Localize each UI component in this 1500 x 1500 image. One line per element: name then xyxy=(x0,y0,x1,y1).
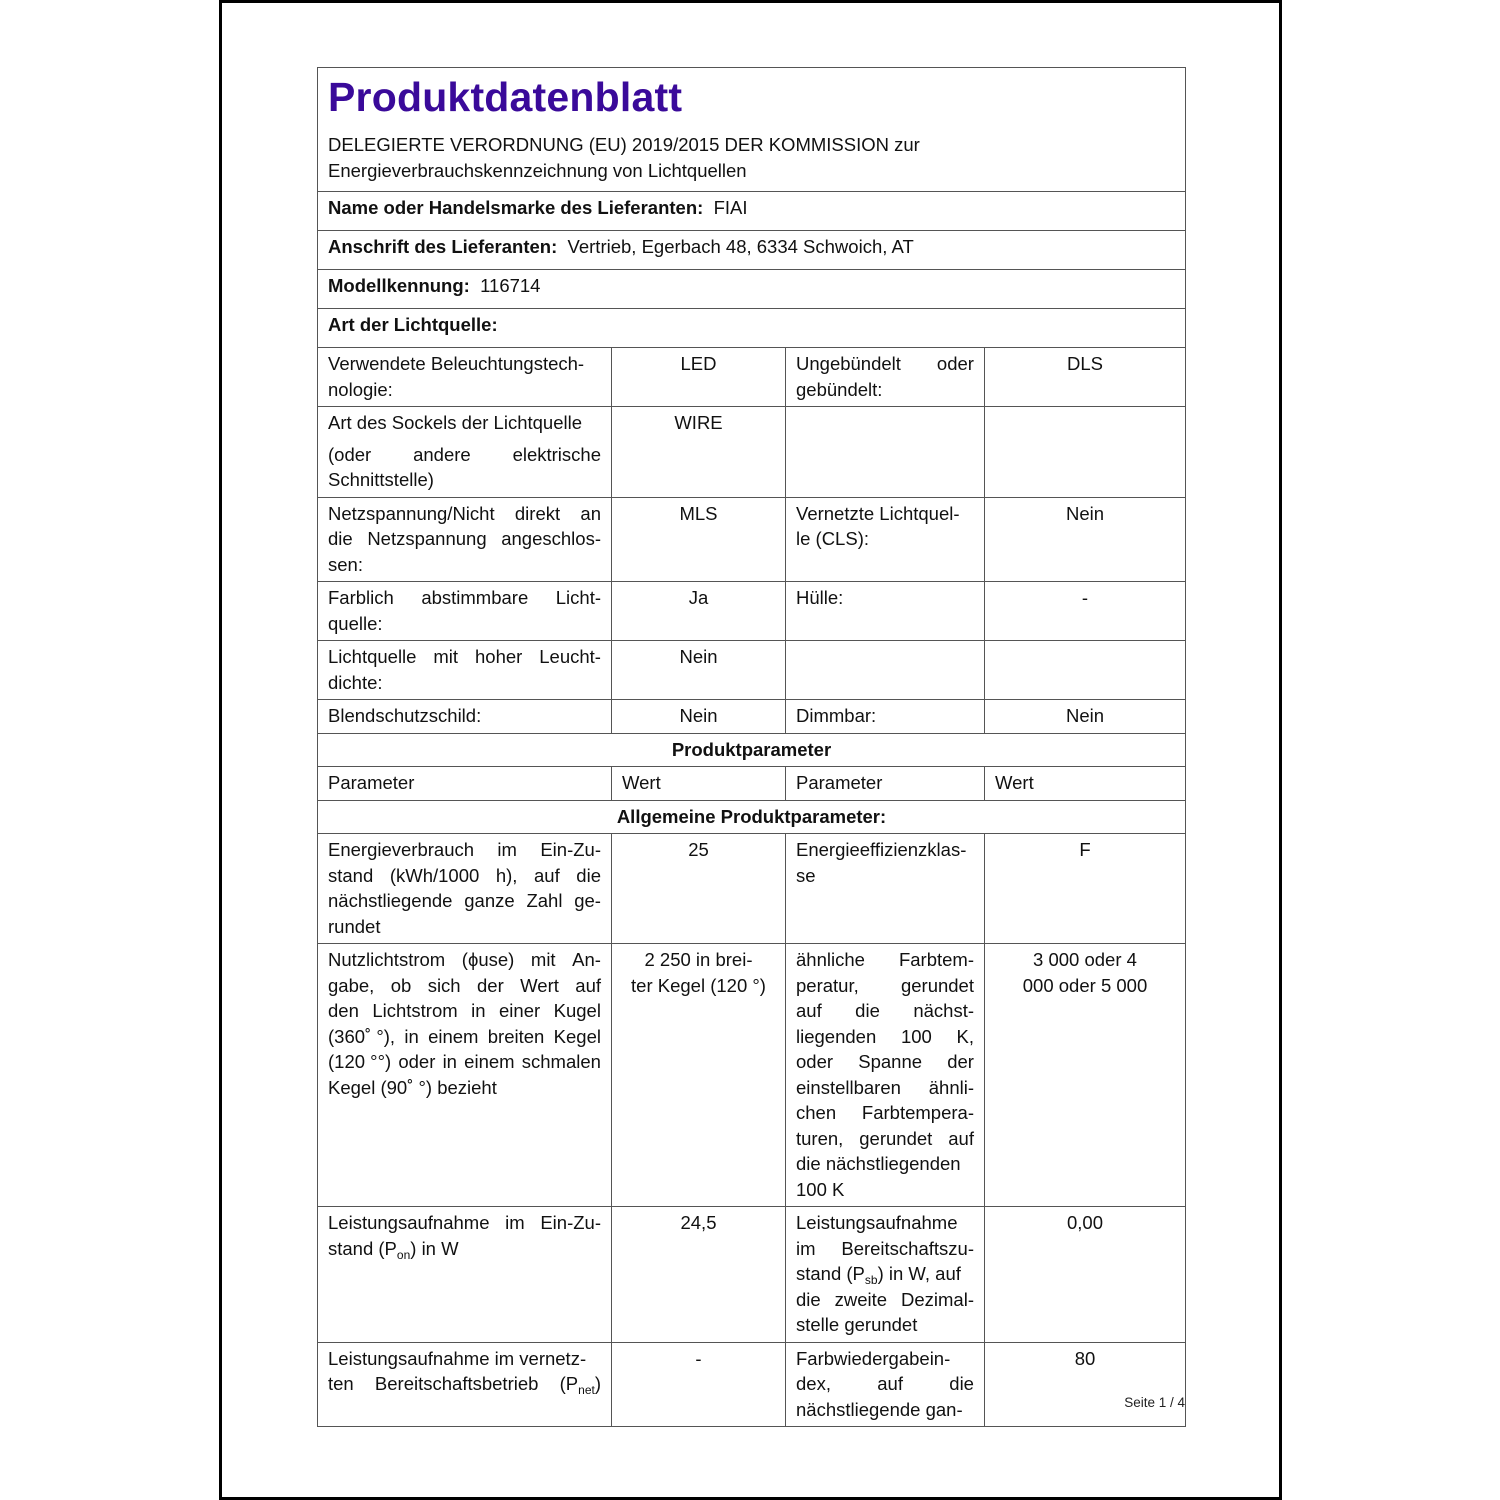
param-value: Nein xyxy=(985,700,1186,734)
supplier-address-label: Anschrift des Lieferanten: xyxy=(328,236,558,257)
model-id-row xyxy=(318,270,1186,309)
param-label: Farblich abstimmbare Licht- quelle: xyxy=(318,582,612,641)
supplier-name-row xyxy=(318,192,1186,231)
param-value: 80 xyxy=(985,1342,1186,1427)
supplier-address-row xyxy=(318,231,1186,270)
table-row xyxy=(318,944,1186,1207)
document-title: Produktdatenblatt xyxy=(328,74,683,120)
table-row xyxy=(318,834,1186,944)
param-value-empty xyxy=(985,407,1186,498)
supplier-address-value: Vertrieb, Egerbach 48, 6334 Schwoich, AT xyxy=(567,236,914,257)
param-label: Verwendete Beleuchtungstech- nologie: xyxy=(318,348,612,407)
page-number: Seite 1 / 4 xyxy=(1124,1395,1185,1410)
param-label: Hülle: xyxy=(786,582,985,641)
table-row xyxy=(318,1207,1186,1343)
param-value: 24,5 xyxy=(612,1207,786,1343)
param-label: ähnliche Farbtem- peratur, gerundet auf die nächst- liegenden 100 K, oder Spanne der einstellbaren ähnli- chen Farbtempera- turen, gerundet auf die nächstliegenden 100 K xyxy=(786,944,985,1207)
table-row xyxy=(318,407,1186,498)
param-value: WIRE xyxy=(612,407,786,498)
param-value: - xyxy=(985,582,1186,641)
param-label: Netzspannung/Nicht direkt an die Netzspannung angeschlos- sen: xyxy=(318,497,612,582)
param-label: Farbwiedergabein- dex, auf die nächstliegende gan- xyxy=(786,1342,985,1427)
param-label-empty xyxy=(786,641,985,700)
model-id-value: 116714 xyxy=(480,275,541,296)
param-label: Energieverbrauch im Ein-Zu- stand (kWh/1000 h), auf die nächstliegende ganze Zahl ge- rundet xyxy=(318,834,612,944)
param-value: LED xyxy=(612,348,786,407)
light-source-type-heading: Art der Lichtquelle: xyxy=(318,309,1186,348)
table-row xyxy=(318,497,1186,582)
param-value: Ja xyxy=(612,582,786,641)
supplier-name-label: Name oder Handelsmarke des Lieferanten: xyxy=(328,197,704,218)
column-header: Parameter xyxy=(786,767,985,801)
table-row xyxy=(318,582,1186,641)
section-heading-general-parameters: Allgemeine Produktparameter: xyxy=(318,800,1186,834)
param-value: 25 xyxy=(612,834,786,944)
param-value: F xyxy=(985,834,1186,944)
param-label: Art des Sockels der Lichtquelle (oder andere elektrische Schnittstelle) xyxy=(318,407,612,498)
data-table xyxy=(317,67,1186,1427)
param-label: Leistungsaufnahme im Ein-Zu- stand $(P_{on})$ in W xyxy=(318,1207,612,1343)
param-value: MLS xyxy=(612,497,786,582)
param-label: Blendschutzschild: xyxy=(318,700,612,734)
param-label-empty xyxy=(786,407,985,498)
model-id-label: Modellkennung: xyxy=(328,275,470,296)
param-value: Nein xyxy=(612,641,786,700)
table-row xyxy=(318,641,1186,700)
param-value: 0,00 xyxy=(985,1207,1186,1343)
param-value: - xyxy=(612,1342,786,1427)
param-value: 2 250 in brei- ter Kegel (120 °) xyxy=(612,944,786,1207)
supplier-name-value: FIAI xyxy=(713,197,748,218)
param-value: Nein xyxy=(985,497,1186,582)
column-header: Wert xyxy=(985,767,1186,801)
param-label: Vernetzte Lichtquel- le (CLS): xyxy=(786,497,985,582)
table-row xyxy=(318,348,1186,407)
table-row xyxy=(318,1342,1186,1427)
header-cell xyxy=(318,68,1186,192)
param-label: Leistungsaufnahme im Bereitschaftszu- stand $(P_{sb})$ in W, auf die zweite Dezimal- stelle gerundet xyxy=(786,1207,985,1343)
param-value: Nein xyxy=(612,700,786,734)
param-value: DLS xyxy=(985,348,1186,407)
param-value: 3 000 oder 4 000 oder 5 000 xyxy=(985,944,1186,1207)
column-header: Parameter xyxy=(318,767,612,801)
param-value-empty xyxy=(985,641,1186,700)
param-label: Lichtquelle mit hoher Leucht- dichte: xyxy=(318,641,612,700)
param-label: Nutzlichtstrom (ϕuse) mit An- gabe, ob sich der Wert auf den Lichtstrom in einer Kugel (360˚ °), in einem breiten Kegel (120 °°) oder in einem schmalen Kegel (90˚ °) bezieht xyxy=(318,944,612,1207)
regulation-subtitle: DELEGIERTE VERORDNUNG (EU) 2019/2015 DER KOMMISSION zur Energieverbrauchskennzeichnung von Lichtquellen xyxy=(328,134,920,181)
table-row xyxy=(318,700,1186,734)
param-label: Leistungsaufnahme im vernetz- ten Bereitschaftsbetrieb $(P_{net})$ xyxy=(318,1342,612,1427)
column-header-row xyxy=(318,767,1186,801)
product-data-sheet xyxy=(317,67,1185,1427)
column-header: Wert xyxy=(612,767,786,801)
param-label: Dimmbar: xyxy=(786,700,985,734)
section-heading-product-parameters: Produktparameter xyxy=(318,733,1186,767)
param-label: Ungebündelt oder gebündelt: xyxy=(786,348,985,407)
param-label: Energieeffizienzklas- se xyxy=(786,834,985,944)
